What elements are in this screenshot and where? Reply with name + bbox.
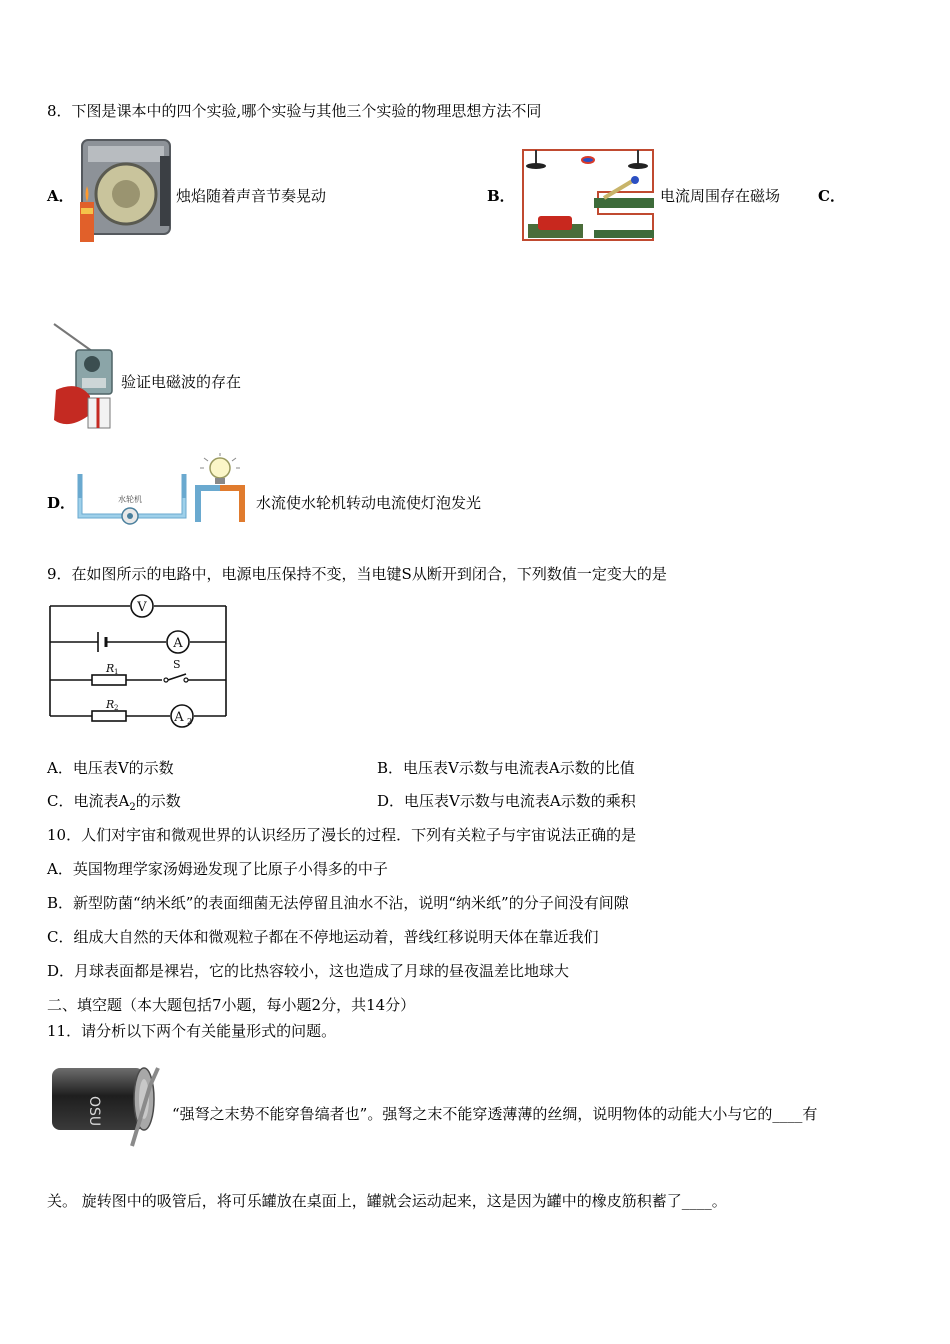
q9-option-a: A．电压表V的示数: [47, 759, 174, 777]
q11-line-2: 关。 旋转图中的吸管后，将可乐罐放在桌面上，罐就会运动起来，这是因为罐中的橡皮筋积蓄了____。: [47, 1192, 727, 1210]
circuit-diagram: [46, 594, 236, 730]
q8-option-b-letter: B．: [487, 187, 515, 205]
q10-option-c: C．组成大自然的天体和微观粒子都在不停地运动着，普线红移说明天体在靠近我们: [47, 928, 599, 946]
q8-stem: 8．下图是课本中的四个实验,哪个实验与其他三个实验的物理思想方法不同: [47, 102, 542, 120]
q8-option-c-text: 验证电磁波的存在: [121, 373, 242, 391]
q9-option-b: B．电压表V示数与电流表A示数的比值: [377, 759, 635, 777]
switch-label: S: [173, 658, 181, 671]
r1-subscript: 1: [114, 668, 119, 676]
section-heading: 二、填空题（本大题包括7小题，每小题2分，共14分）: [47, 996, 416, 1014]
q8-option-a-letter: A．: [47, 187, 74, 205]
r2-label: R: [106, 698, 115, 711]
waterwheel-image: [74, 470, 190, 528]
r2-subscript: 2: [114, 704, 119, 712]
q8-option-d-text: 水流使水轮机转动电流使灯泡发光: [256, 494, 482, 512]
cola-can-image: [46, 1056, 170, 1150]
q8-option-a-text: 烛焰随着声音节奏晃动: [176, 187, 327, 205]
q11-stem: 11．请分析以下两个有关能量形式的问题。: [47, 1022, 337, 1040]
q10-option-d: D．月球表面都是裸岩，它的比热容较小，这也造成了月球的昼夜温差比地球大: [47, 962, 570, 980]
q8-option-b-text: 电流周围存在磁场: [660, 187, 781, 205]
q11-line-1: “强弩之末势不能穿鲁缟者也”。强弩之末不能穿透薄薄的丝绸，说明物体的动能大小与它的____有: [172, 1105, 818, 1123]
ammeter-a2-subscript: 2: [187, 717, 193, 726]
q10-option-a: A．英国物理学家汤姆逊发现了比原子小得多的中子: [47, 860, 388, 878]
speaker-candle-image: [74, 136, 174, 246]
ammeter-a-label: A: [173, 636, 183, 651]
q8-option-d-letter: D．: [47, 494, 76, 512]
q8-option-c-letter: C．: [818, 187, 845, 205]
q9-option-c: [47, 791, 181, 818]
radio-battery-image: [48, 320, 118, 434]
ammeter-a2-label: A: [174, 710, 184, 725]
q10-option-b: B．新型防菌“纳米纸”的表面细菌无法停留且油水不沾，说明“纳米纸”的分子间没有间隙: [47, 894, 629, 912]
q9-stem: 9．在如图所示的电路中，电源电压保持不变，当电键S从断开到闭合，下列数值一定变大的是: [47, 565, 667, 583]
lamp-circuit-image: [190, 452, 254, 528]
q10-stem: 10．人们对宇宙和微观世界的认识经历了漫长的过程．下列有关粒子与宇宙说法正确的是: [47, 826, 637, 844]
oersted-experiment-image: [518, 142, 658, 244]
q9-option-c-post: 的示数: [135, 792, 181, 810]
voltmeter-label: V: [137, 600, 147, 615]
can-label: OSU: [86, 1096, 102, 1127]
r1-label: R: [106, 662, 115, 675]
q9-option-c-pre: C．电流表A: [47, 792, 130, 810]
q9-option-c-sub: 2: [129, 802, 136, 813]
q9-option-d: D．电压表V示数与电流表A示数的乘积: [377, 792, 636, 810]
waterwheel-label: 水轮机: [118, 495, 142, 504]
